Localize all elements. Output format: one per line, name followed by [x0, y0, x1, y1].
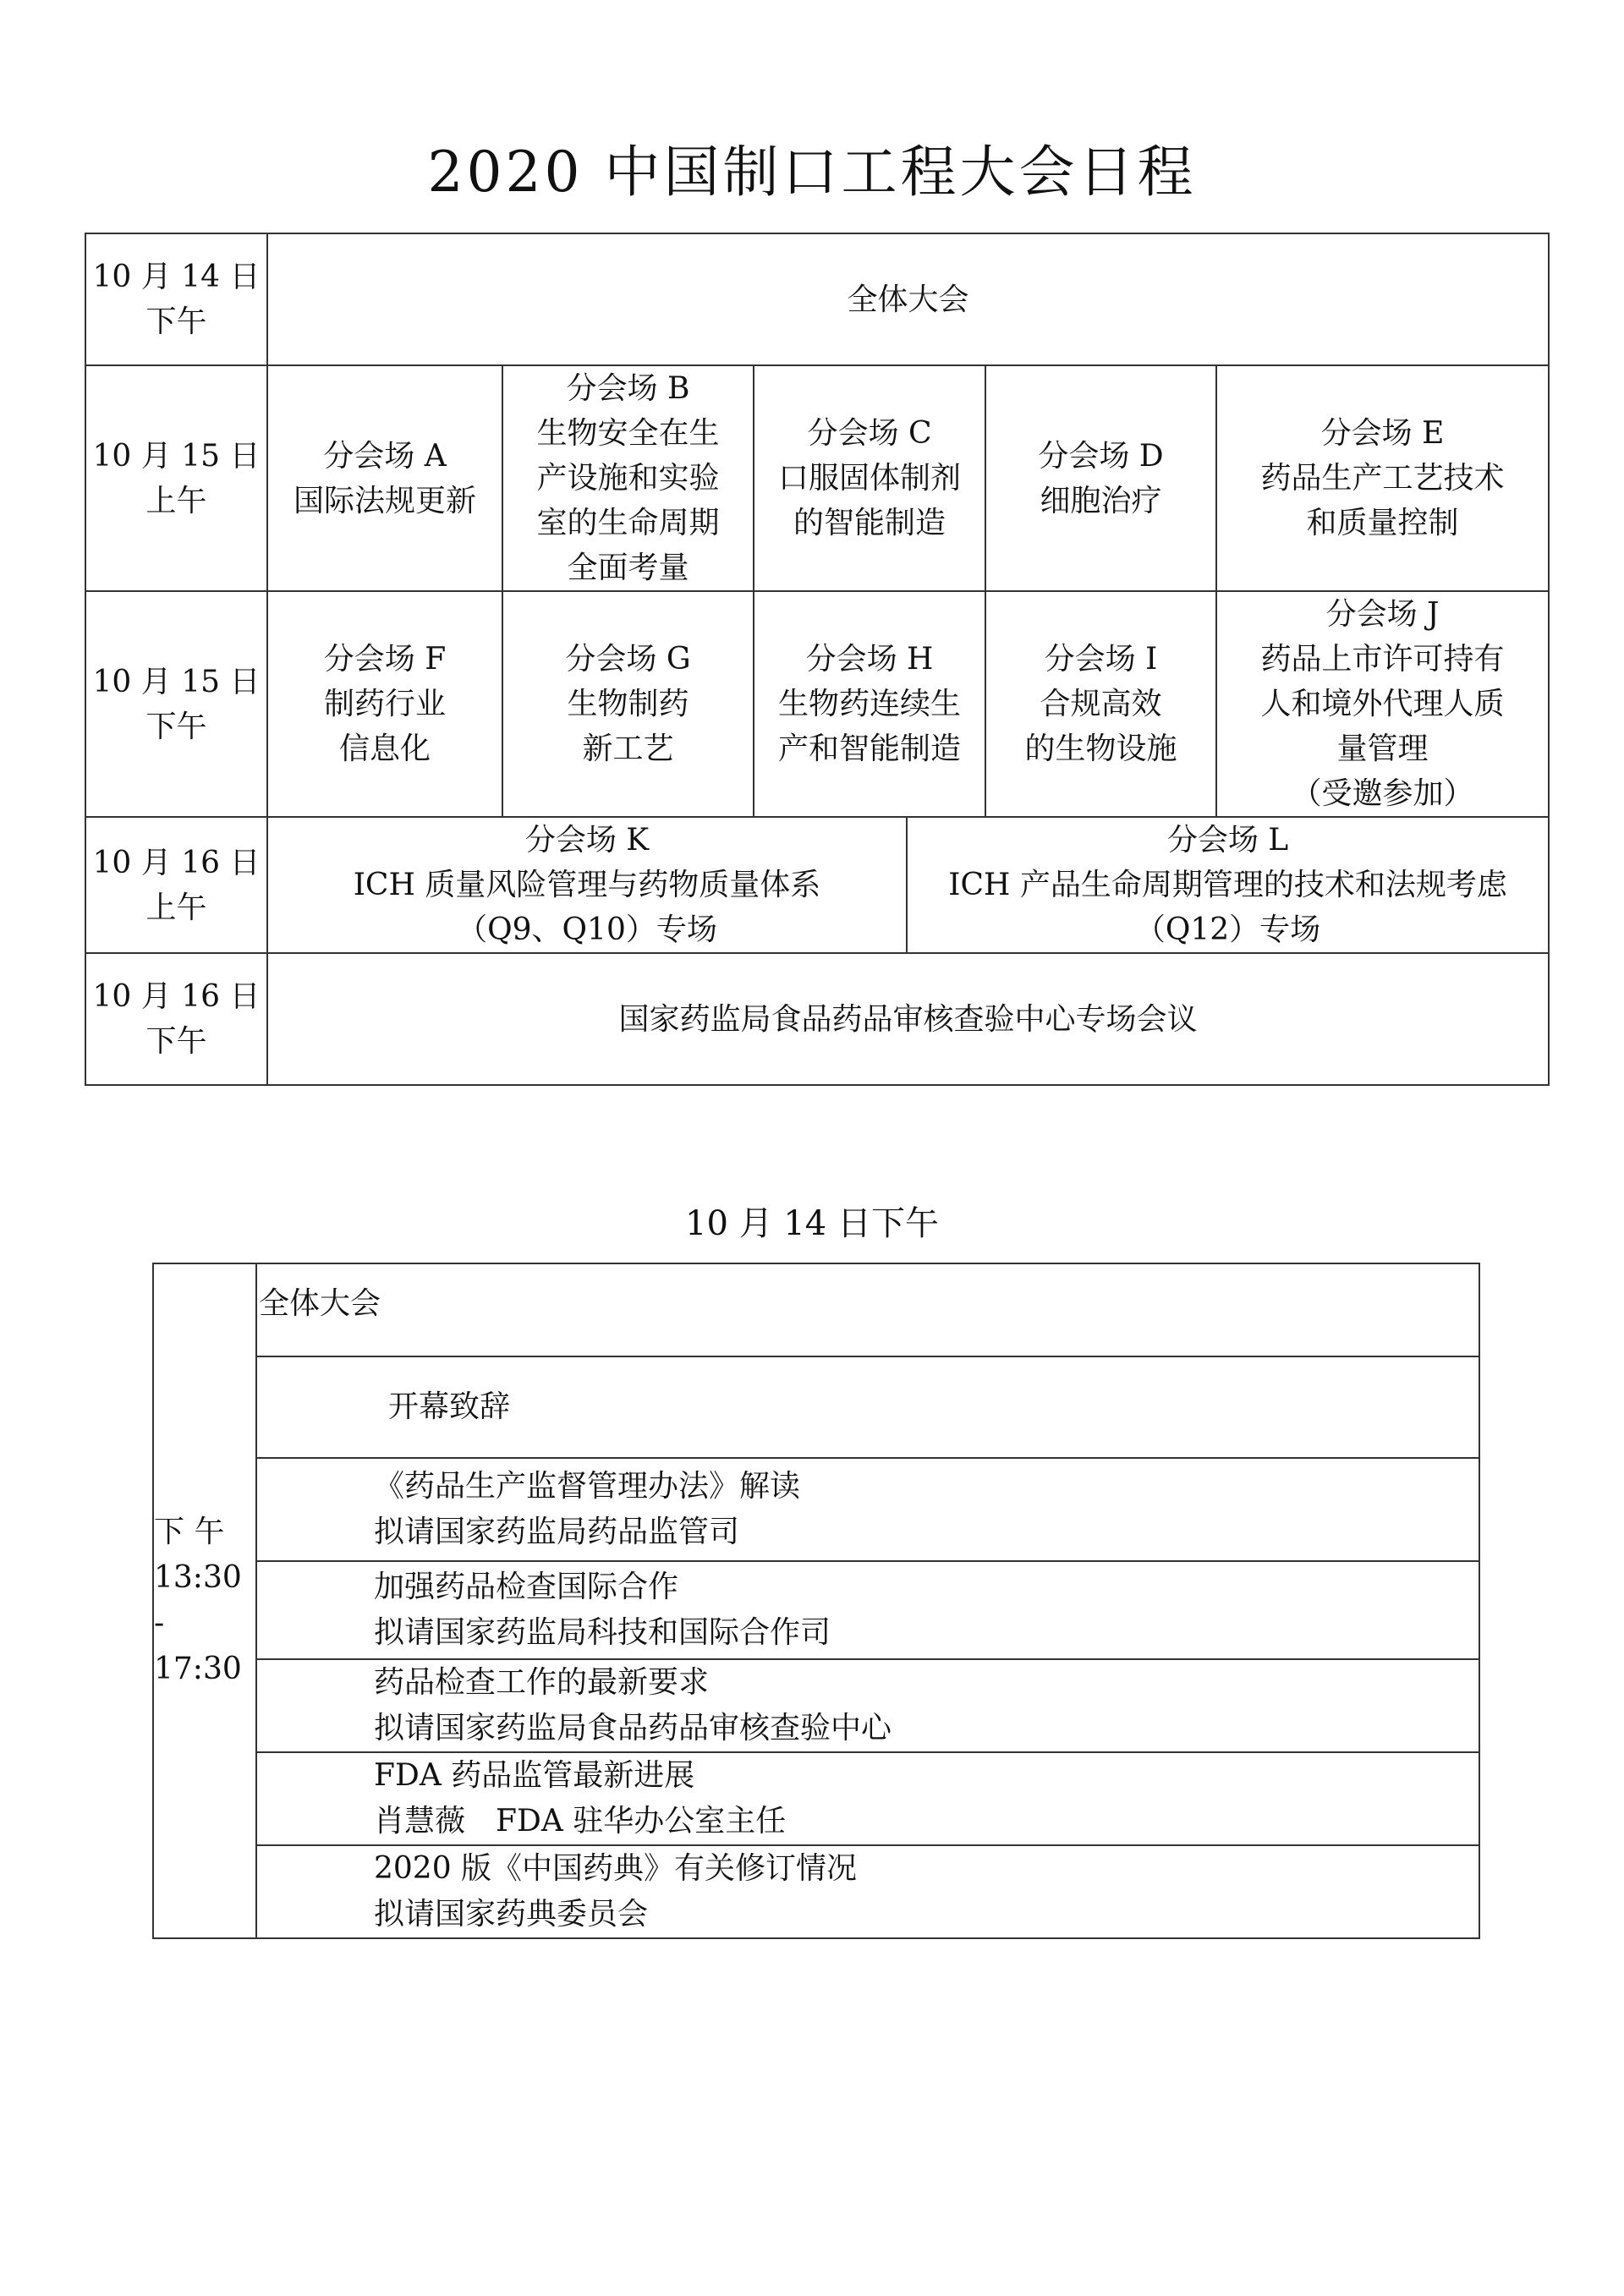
opening-row [153, 1356, 1479, 1458]
session-b: 分会场 B 生物安全在生 产设施和实验 室的生命周期 全面考量 [502, 365, 754, 591]
session-plenary: 全体大会 [267, 233, 1549, 365]
page-title: 2020 中国制口工程大会日程 [427, 140, 1197, 205]
agenda-topic: 《药品生产监督管理办法》解读 [374, 1469, 801, 1504]
agenda-item [153, 1845, 1479, 1938]
session-f: 分会场 F 制药行业 信息化 [267, 591, 502, 817]
agenda-topic: 2020 版《中国药典》有关修订情况 [374, 1851, 858, 1886]
day-cell: 10 月 14 日 下午 [85, 233, 267, 365]
schedule-row-oct16-pm [85, 953, 1549, 1085]
agenda-speaker: 拟请国家药典委员会 [374, 1897, 649, 1932]
session-h: 分会场 H 生物药连续生 产和智能制造 [754, 591, 985, 817]
agenda-speaker: 拟请国家药监局食品药品审核查验中心 [374, 1711, 892, 1745]
session-j: 分会场 J 药品上市许可持有 人和境外代理人质 量管理 （受邀参加） [1216, 591, 1549, 817]
schedule-table [85, 233, 1550, 1086]
day-cell: 10 月 16 日 上午 [85, 817, 267, 953]
day-cell: 10 月 15 日 下午 [85, 591, 267, 817]
schedule-row-oct16-am [85, 817, 1549, 953]
agenda-item [153, 1659, 1479, 1752]
session-i: 分会场 I 合规高效 的生物设施 [985, 591, 1216, 817]
agenda-speaker: 肖慧薇 FDA 驻华办公室主任 [374, 1804, 787, 1838]
session-d: 分会场 D 细胞治疗 [985, 365, 1216, 591]
agenda-topic: 加强药品检查国际合作 [374, 1570, 679, 1604]
detail-heading: 10 月 14 日下午 [685, 1204, 939, 1243]
session-cfdi: 国家药监局食品药品审核查验中心专场会议 [267, 953, 1549, 1085]
agenda-speaker: 拟请国家药监局科技和国际合作司 [374, 1615, 831, 1650]
session-k: 分会场 K ICH 质量风险管理与药物质量体系 （Q9、Q10）专场 [267, 817, 907, 953]
session-e: 分会场 E 药品生产工艺技术 和质量控制 [1216, 365, 1549, 591]
opening-remarks: 开幕致辞 [256, 1356, 1479, 1458]
session-l: 分会场 L ICH 产品生命周期管理的技术和法规考虑 （Q12）专场 [907, 817, 1549, 953]
schedule-row-oct15-am [85, 365, 1549, 591]
agenda-topic: FDA 药品监管最新进展 [374, 1758, 695, 1793]
session-a: 分会场 A 国际法规更新 [267, 365, 502, 591]
agenda-topic: 药品检查工作的最新要求 [374, 1665, 710, 1700]
agenda-item [153, 1561, 1479, 1659]
agenda-item [153, 1458, 1479, 1561]
session-c: 分会场 C 口服固体制剂 的智能制造 [754, 365, 985, 591]
day-cell: 10 月 15 日 上午 [85, 365, 267, 591]
detail-table [152, 1263, 1480, 1939]
schedule-row-oct14-pm [85, 233, 1549, 365]
agenda-item [153, 1752, 1479, 1845]
plenary-label: 全体大会 [256, 1263, 1479, 1356]
agenda-speaker: 拟请国家药监局药品监管司 [374, 1515, 740, 1549]
session-g: 分会场 G 生物制药 新工艺 [502, 591, 754, 817]
day-cell: 10 月 16 日 下午 [85, 953, 267, 1085]
schedule-row-oct15-pm [85, 591, 1549, 817]
plenary-row [153, 1263, 1479, 1356]
time-cell: 下 午 13:30 - 17:30 [153, 1263, 256, 1938]
